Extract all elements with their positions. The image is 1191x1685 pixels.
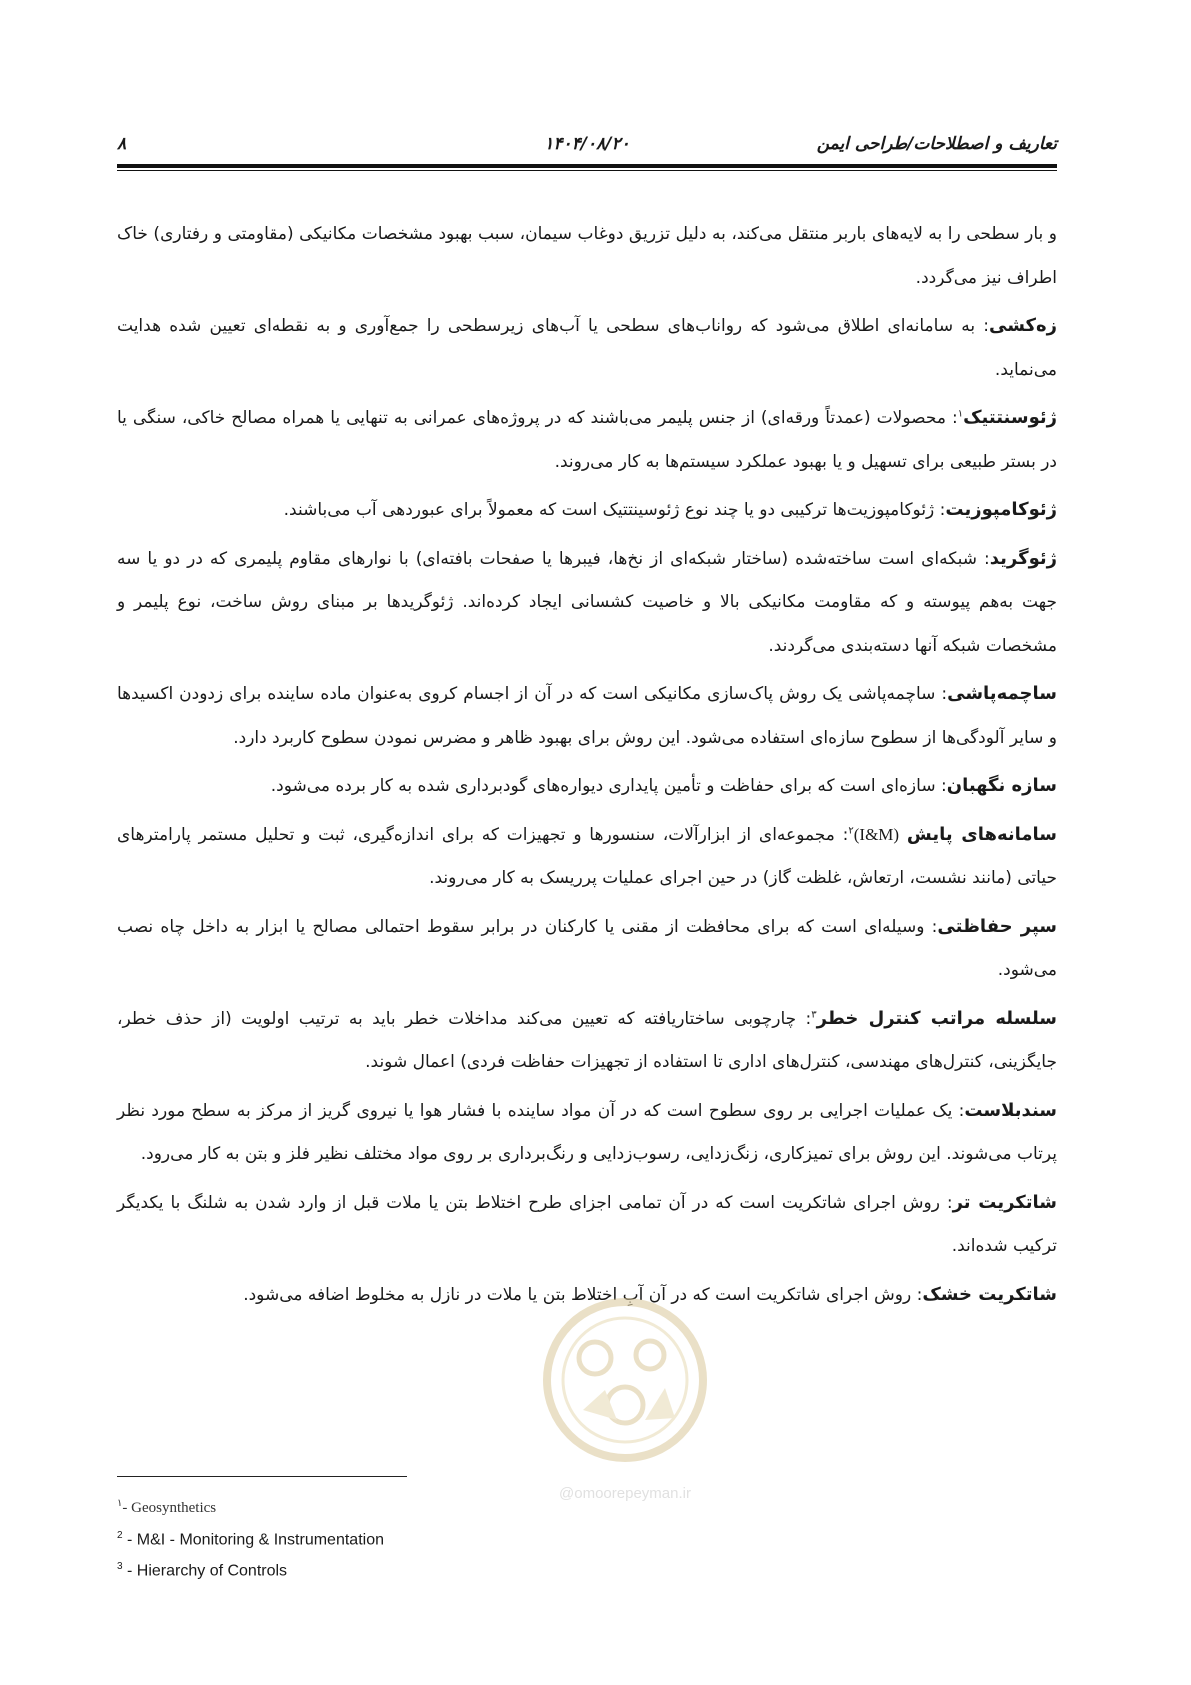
definition-paragraph bbox=[117, 1181, 1057, 1269]
footnote-ref[interactable]: ۱ bbox=[957, 408, 964, 420]
footnote-number: 3 bbox=[117, 1561, 123, 1573]
definition-term: زه‌کشی bbox=[989, 315, 1057, 336]
footnote-3 bbox=[117, 1553, 617, 1584]
watermark-url: @omoorepeyman.ir bbox=[559, 1485, 691, 1502]
definition-paragraph bbox=[117, 1089, 1057, 1177]
definition-paragraph bbox=[117, 537, 1057, 669]
definition-text: : شبکه‌ای است ساخته‌شده (ساختار شبکه‌ای از نخ‌ها، فیبرها یا صفحات بافته‌ای) با نوارهای مقاوم پلیمری که در دو یا سه جهت به‌هم پیوسته و که مقاومت مکانیکی بالا و خاصیت کشسانی ایجاد کرده‌اند. ژئوگریدها بر مبنای روش ساخت، نوع پلیمر و مشخصات شبکه آنها دسته‌بندی می‌گردند. bbox=[117, 548, 1057, 656]
definition-term: شاتکریت تر bbox=[952, 1191, 1057, 1213]
definition-text: : وسیله‌ای است که برای محافظت از مقنی یا کارکنان در برابر سقوط احتمالی مصالح یا ابزار به داخل چاه نصب می‌شود. bbox=[117, 916, 1057, 980]
definition-term: سازه نگهبان bbox=[946, 775, 1057, 796]
footnote-ref[interactable]: ۲ bbox=[848, 824, 854, 836]
definition-text: : محصولات (عمدتاً ورقه‌ای) از جنس پلیمر می‌باشند که در پروژه‌های عمرانی به تنهایی یا همراه مصالح خاکی، سنگی یا در بستر طبیعی برای تسهیل و یا بهبود عملکرد سیستم‌ها به کار می‌روند. bbox=[117, 408, 1057, 472]
header-rule-thin bbox=[117, 170, 1057, 171]
definition-text: : روش اجرای شاتکریت است که در آن آبِ اختلاط بتن یا ملات در نازل به مخلوط اضافه می‌شود. bbox=[243, 1284, 923, 1305]
footnotes bbox=[117, 1490, 617, 1585]
definition-text: : ساچمه‌پاشی یک روش پاک‌سازی مکانیکی است که در آن از اجسام کروی به‌عنوان ماده ساینده برای زدودن اکسیدها و سایر آلودگی‌ها از سطوح سازه‌ای استفاده می‌شود. این روش برای بهبود ظاهر و مضرس نمودن سطوح کاربرد دارد. bbox=[117, 684, 1057, 748]
footnote-2 bbox=[117, 1522, 617, 1553]
definition-term: شاتکریت خشک bbox=[922, 1283, 1057, 1305]
definition-text: : ژئوکامپوزیت‌ها ترکیبی دو یا چند نوع ژئوسینتتیک است که معمولاً برای عبوردهی آب می‌باشند. bbox=[283, 500, 946, 520]
definition-paragraph bbox=[117, 813, 1057, 901]
definitions-body bbox=[117, 213, 1057, 1321]
footnote-1 bbox=[117, 1490, 617, 1522]
footnote-text: - M&I - Monitoring & Instrumentation bbox=[122, 1531, 384, 1549]
definition-paragraph bbox=[117, 488, 1057, 533]
definition-text: : چارچوبی ساختاریافته که تعیین می‌کند مداخلات خطر باید به ترتیب اولویت (از حذف خطر، جایگزینی، کنترل‌های مهندسی، کنترل‌های اداری تا استفاده از تجهیزات حفاظت فردی) اعمال شوند. bbox=[117, 1008, 1057, 1072]
footnote-ref[interactable]: ۳ bbox=[811, 1008, 817, 1020]
footnote-text: - Geosynthetics bbox=[122, 1500, 217, 1516]
definition-text: و بار سطحی را به لایه‌های باربر منتقل می‌کند، به دلیل تزریق دوغاب سیمان، سبب بهبود مشخصات مکانیکی (مقاومتی و رفتاری) خاک اطراف نیز می‌گردد. bbox=[117, 224, 1057, 288]
definition-term: سندبلاست bbox=[964, 1099, 1057, 1121]
definition-paragraph bbox=[117, 997, 1057, 1085]
definition-abbreviation: (I&M) bbox=[853, 824, 900, 844]
definition-paragraph bbox=[117, 672, 1057, 760]
footnote-text: - Hierarchy of Controls bbox=[122, 1562, 288, 1580]
definition-paragraph bbox=[117, 764, 1057, 809]
header-rule-thick bbox=[117, 164, 1057, 168]
definition-term: ژئوکامپوزیت bbox=[945, 499, 1057, 520]
page-number: ۸ bbox=[117, 134, 127, 154]
footnote-separator bbox=[117, 1476, 407, 1477]
definition-term: سلسله مراتب کنترل خطر bbox=[816, 1007, 1057, 1029]
definition-term: سپر حفاظتی bbox=[937, 915, 1057, 937]
definition-text: : به سامانه‌ای اطلاق می‌شود که رواناب‌های سطحی یا آب‌های زیرسطحی را جمع‌آوری و به نقطه‌ای تعیین شده هدایت می‌نماید. bbox=[117, 316, 1057, 380]
header-title: تعاریف و اصطلاحات/طراحی ایمن bbox=[816, 134, 1057, 154]
footnote-number: ۱ bbox=[117, 1498, 123, 1509]
definition-text: : روش اجرای شاتکریت است که در آن تمامی اجزای طرح اختلاط بتن یا ملات قبل از وارد شدن به شلنگ با یکدیگر ترکیب شده‌اند. bbox=[117, 1192, 1057, 1256]
definition-paragraph bbox=[117, 304, 1057, 392]
footnote-number: 2 bbox=[117, 1530, 123, 1541]
definition-term: ساچمه‌پاشی bbox=[947, 683, 1057, 704]
definition-text: : مجموعه‌ای از ابزارآلات، سنسورها و تجهیزات که برای اندازه‌گیری، ثبت و تحلیل مستمر پارامترهای حیاتی (مانند نشست، ارتعاش، غلظت گاز) در حین اجرای عملیات پرریسک به کار می‌روند. bbox=[117, 824, 1057, 888]
definition-paragraph bbox=[117, 905, 1057, 993]
definition-paragraph bbox=[117, 213, 1057, 300]
page-header bbox=[117, 128, 1057, 164]
definition-term: ژئوگرید bbox=[989, 547, 1057, 569]
definition-term: ژئوسنتتیک bbox=[963, 407, 1057, 428]
definition-paragraph bbox=[117, 396, 1057, 484]
definition-text: : سازه‌ای است که برای حفاظت و تأمین پایداری دیواره‌های گودبرداری شده به کار برده می‌شود. bbox=[270, 776, 947, 796]
definition-term: سامانه‌های پایش bbox=[906, 823, 1058, 845]
header-date: ۱۴۰۴/۰۸/۲۰ bbox=[544, 134, 630, 154]
definition-text: : یک عملیات اجرایی بر روی سطوح است که در آن مواد ساینده با فشار هوا یا نیروی گریز از مرکز به سطح مورد نظر پرتاب می‌شوند. این روش برای تمیزکاری، زنگ‌زدایی، رسوب‌زدایی و رنگ‌برداری بر روی مواد مختلف نظیر فلز و بتن به کار می‌رود. bbox=[117, 1100, 1057, 1164]
